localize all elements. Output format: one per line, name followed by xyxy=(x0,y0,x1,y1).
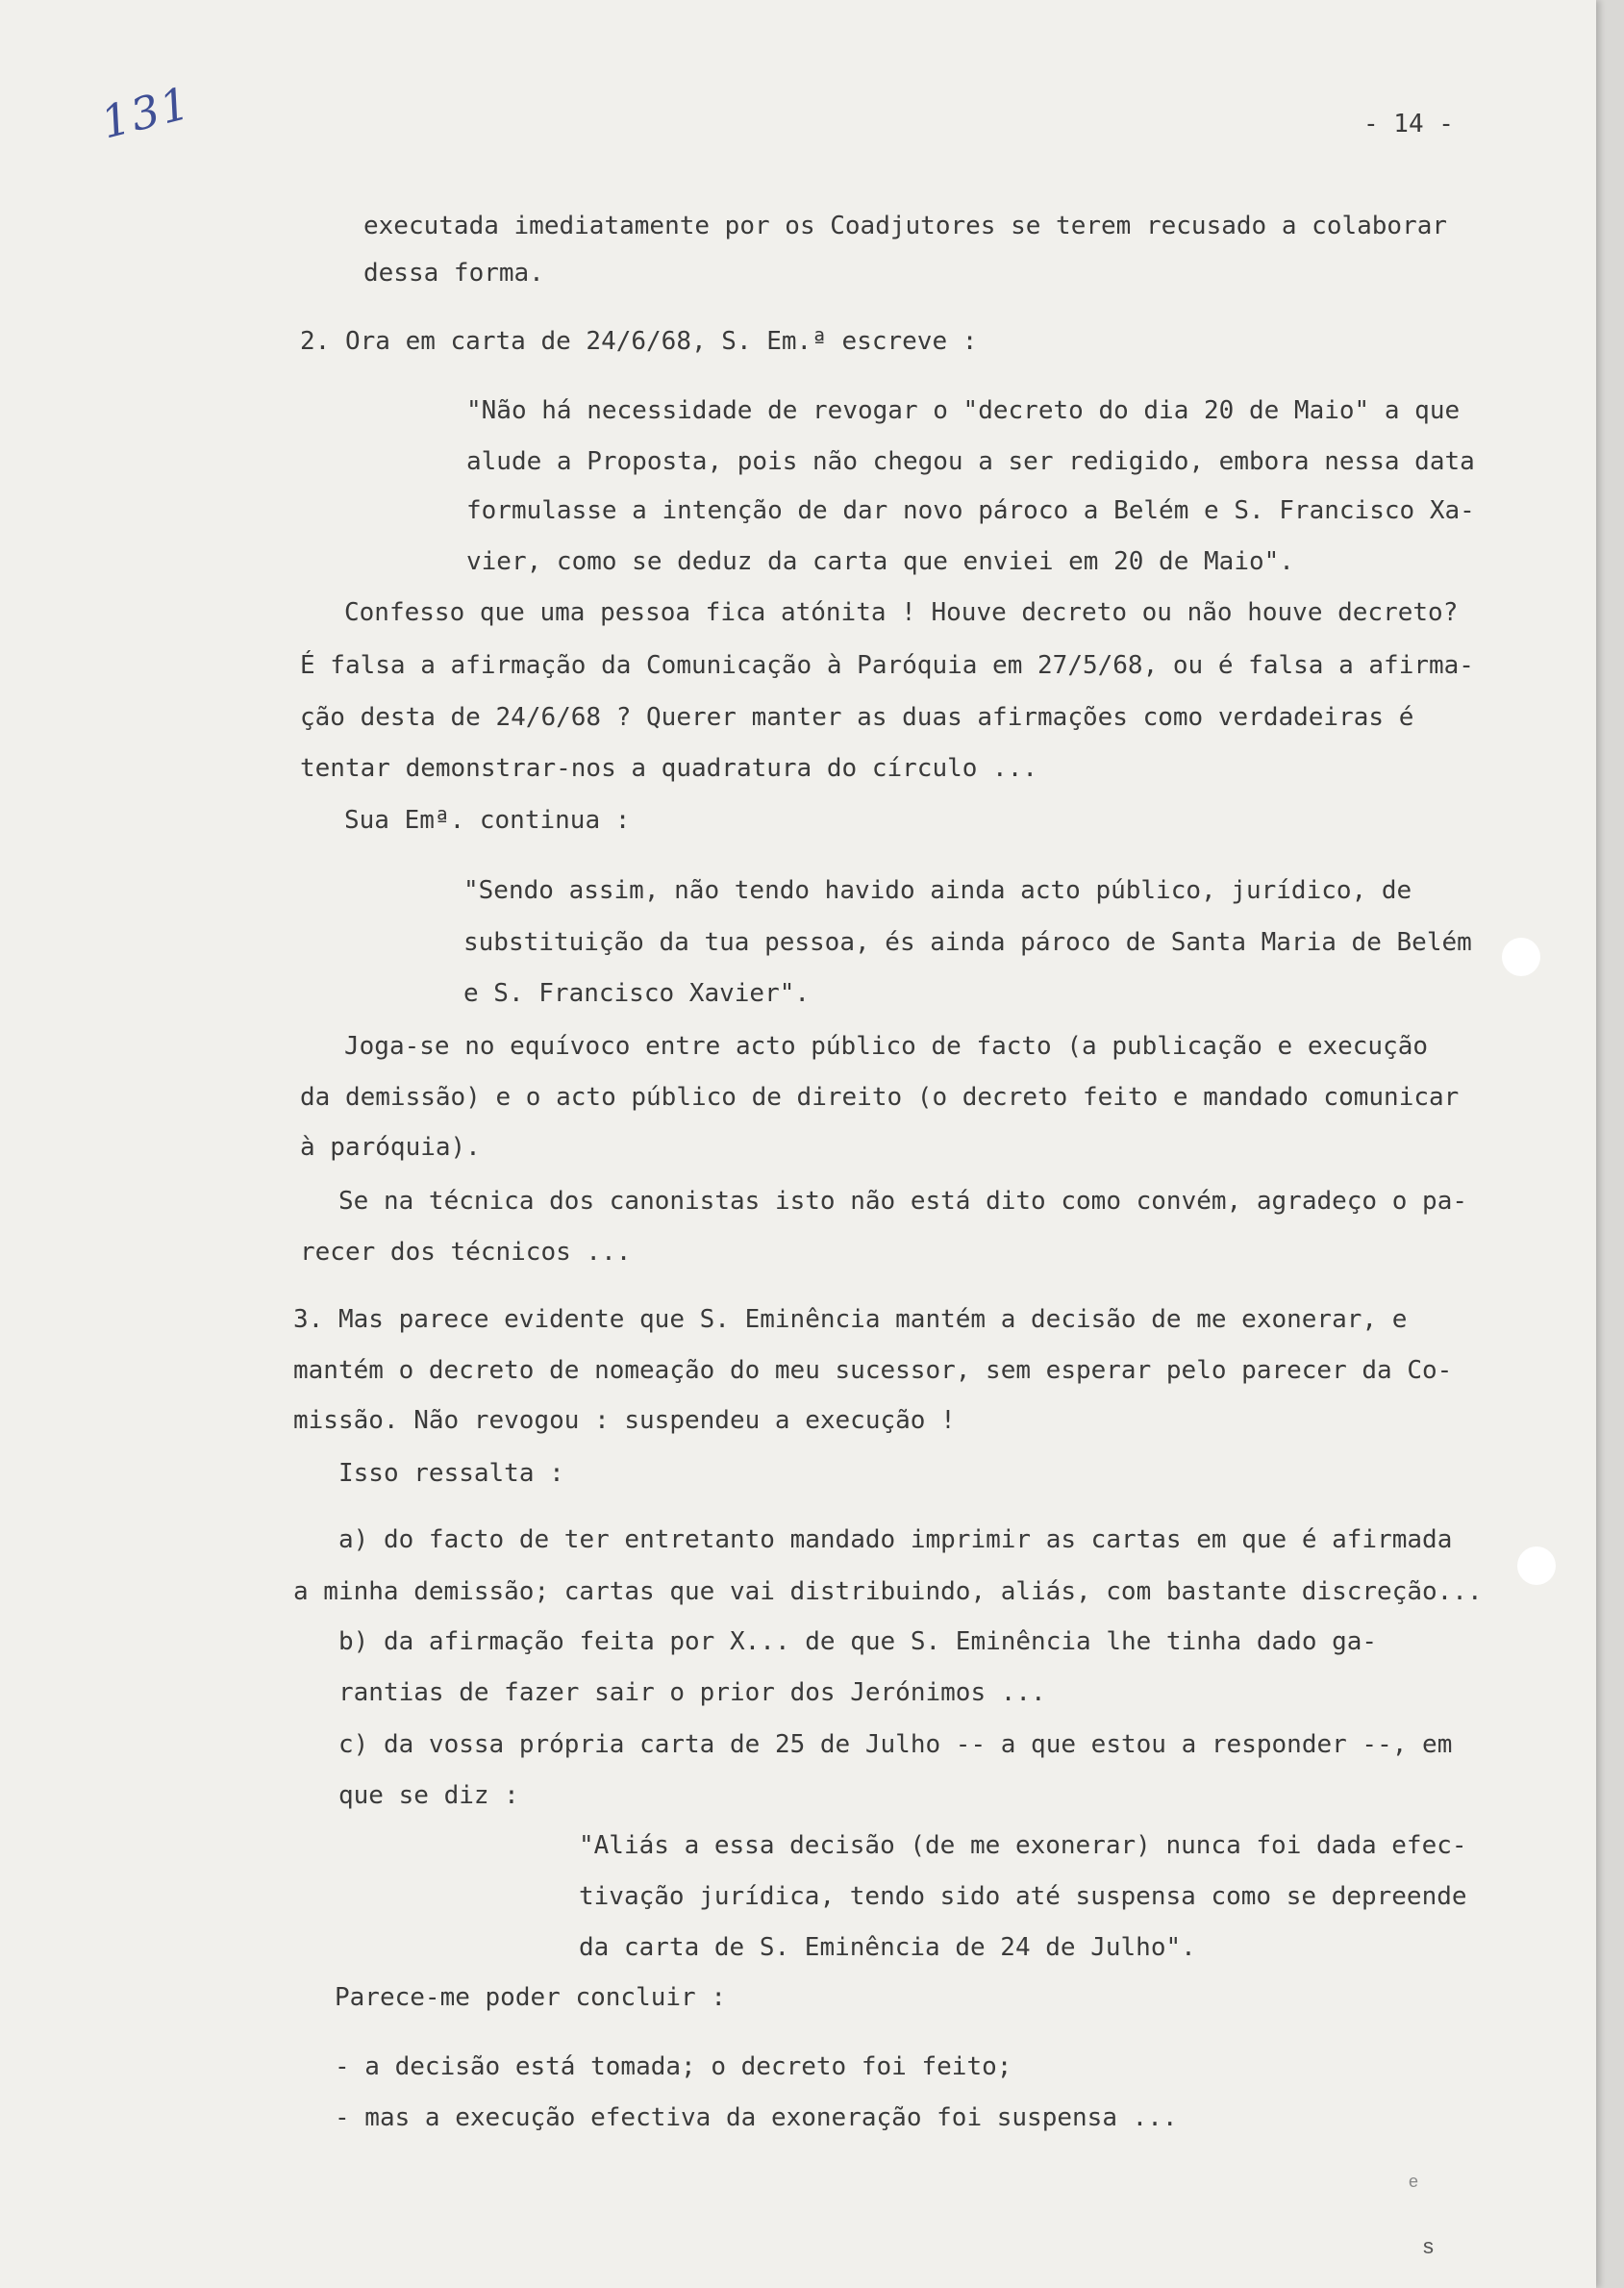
quote-line: vier, como se deduz da carta que enviei em 20 de Maio". xyxy=(466,547,1294,576)
conclusion-item: - mas a execução efectiva da exoneração foi suspensa ... xyxy=(335,2103,1178,2132)
text-line: à paróquia). xyxy=(300,1133,481,1162)
text-line: executada imediatamente por os Coadjutores se terem recusado a colaborar xyxy=(363,212,1448,240)
section-2-heading: 2. Ora em carta de 24/6/68, S. Em.ª escreve : xyxy=(300,327,978,356)
corner-mark: s xyxy=(1423,2234,1434,2258)
text-line: Parece-me poder concluir : xyxy=(335,1983,726,2012)
text-line: mantém o decreto de nomeação do meu sucessor, sem esperar pelo parecer da Co- xyxy=(293,1356,1453,1385)
quote-line: "Sendo assim, não tendo havido ainda acto público, jurídico, de xyxy=(463,876,1412,905)
text-line: Se na técnica dos canonistas isto não está dito como convém, agradeço o pa- xyxy=(338,1187,1467,1216)
text-line: dessa forma. xyxy=(363,259,544,288)
text-line: tentar demonstrar-nos a quadratura do círculo ... xyxy=(300,754,1038,783)
list-item-a-cont: a minha demissão; cartas que vai distribuindo, aliás, com bastante discreção... xyxy=(293,1577,1483,1606)
quote-line: tivação jurídica, tendo sido até suspensa como se depreende xyxy=(579,1882,1467,1911)
conclusion-item: - a decisão está tomada; o decreto foi feito; xyxy=(335,2052,1012,2081)
list-item-c: c) da vossa própria carta de 25 de Julho -- a que estou a responder --, em xyxy=(338,1730,1453,1759)
list-item-b-cont: rantias de fazer sair o prior dos Jerónimos ... xyxy=(338,1678,1046,1707)
list-item-a: a) do facto de ter entretanto mandado imprimir as cartas em que é afirmada xyxy=(338,1525,1453,1554)
punch-hole xyxy=(1517,1546,1556,1585)
text-line: ção desta de 24/6/68 ? Querer manter as duas afirmações como verdadeiras é xyxy=(300,703,1414,732)
list-item-c-cont: que se diz : xyxy=(338,1781,519,1810)
text-line: Sua Emª. continua : xyxy=(344,806,631,835)
text-line: Isso ressalta : xyxy=(338,1459,564,1488)
text-line: É falsa a afirmação da Comunicação à Paróquia em 27/5/68, ou é falsa a afirma- xyxy=(300,651,1474,680)
page-number: - 14 - xyxy=(1363,110,1454,138)
section-3-heading: 3. Mas parece evidente que S. Eminência mantém a decisão de me exonerar, e xyxy=(293,1305,1408,1334)
quote-line: substituição da tua pessoa, és ainda pároco de Santa Maria de Belém xyxy=(463,928,1472,957)
quote-line: da carta de S. Eminência de 24 de Julho". xyxy=(579,1933,1196,1962)
quote-line: e S. Francisco Xavier". xyxy=(463,979,811,1008)
corner-mark: e xyxy=(1409,2172,1419,2191)
text-line: recer dos técnicos ... xyxy=(300,1238,632,1267)
text-line: Confesso que uma pessoa fica atónita ! Houve decreto ou não houve decreto? xyxy=(344,598,1459,627)
text-line: missão. Não revogou : suspendeu a execução ! xyxy=(293,1406,956,1435)
punch-hole xyxy=(1502,938,1540,976)
quote-line: formulasse a intenção de dar novo pároco a Belém e S. Francisco Xa- xyxy=(466,496,1475,525)
quote-line: "Aliás a essa decisão (de me exonerar) nunca foi dada efec- xyxy=(579,1831,1467,1860)
handwritten-page-mark: 131 xyxy=(95,76,196,149)
quote-line: "Não há necessidade de revogar o "decreto do dia 20 de Maio" a que xyxy=(466,396,1461,425)
text-line: Joga-se no equívoco entre acto público de facto (a publicação e execução xyxy=(344,1032,1429,1061)
text-line: da demissão) e o acto público de direito (o decreto feito e mandado comunicar xyxy=(300,1083,1460,1112)
quote-line: alude a Proposta, pois não chegou a ser redigido, embora nessa data xyxy=(466,447,1475,476)
list-item-b: b) da afirmação feita por X... de que S. Eminência lhe tinha dado ga- xyxy=(338,1627,1378,1656)
